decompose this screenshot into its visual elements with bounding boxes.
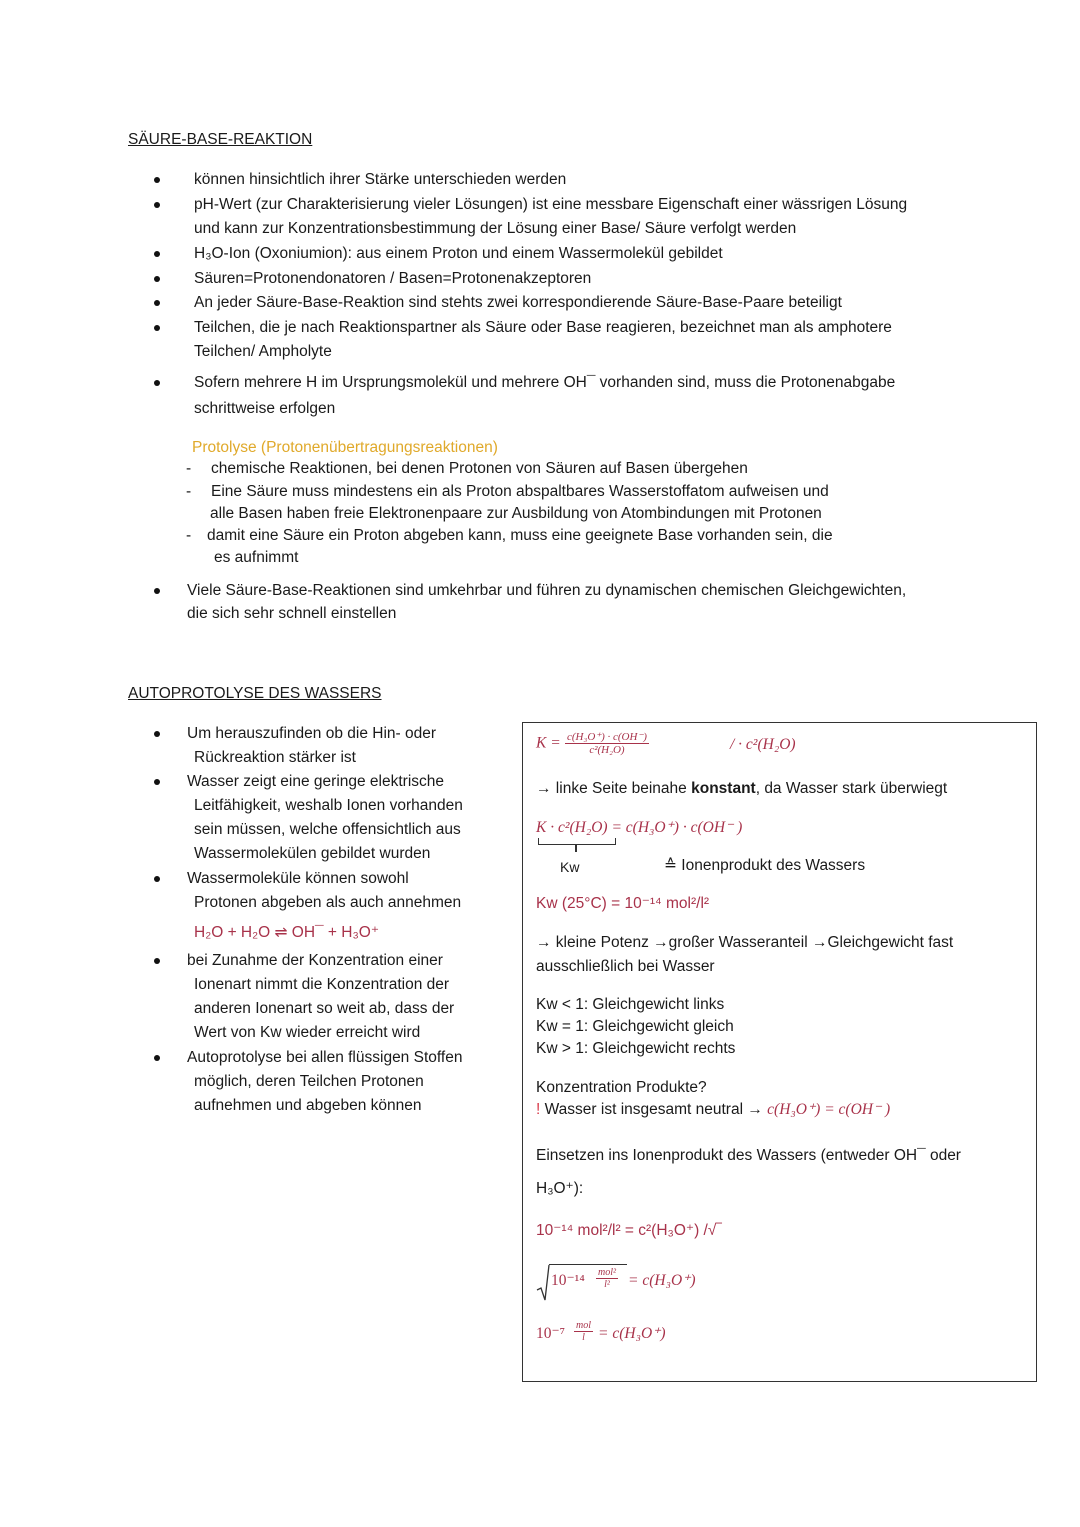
k-fraction: [565, 731, 649, 756]
bullet-dot: [154, 202, 160, 208]
result-fraction: [574, 1320, 593, 1343]
bullet-text: und kann zur Konzentrationsbestimmung der Lösung einer Base/ Säure verfolgt werden: [194, 220, 797, 237]
kw-value: Kw (25°C) = 10⁻¹⁴ mol²/l²: [536, 895, 710, 912]
k-denominator: c²(H₂O): [589, 744, 625, 756]
result-fraction-den: l: [582, 1332, 585, 1343]
bullet-text: anderen Ionenart so weit ab, dass der: [194, 1000, 455, 1017]
bullet-text: schrittweise erfolgen: [194, 400, 336, 417]
underbrace-tick: [575, 844, 577, 852]
bullet-text: Rückreaktion stärker ist: [194, 749, 356, 766]
einsetzen-text: H₃O⁺):: [536, 1180, 584, 1197]
bullet-text: Wasser zeigt eine geringe elektrische: [187, 773, 445, 790]
protolyse-item: es aufnimmt: [214, 549, 299, 566]
bullet-text: Teilchen, die je nach Reaktionspartner als Säure oder Base reagieren, bezeichnet man als amphotere: [194, 319, 892, 336]
bullet-dot: [154, 588, 160, 594]
section-heading-autoprotolyse: AUTOPROTOLYSE DES WASSERS: [128, 685, 382, 702]
k-multiply: / · c²(H₂O): [730, 736, 796, 753]
sqrt-bar: [549, 1264, 627, 1265]
result-lhs: 10⁻⁷: [536, 1325, 566, 1342]
bullet-text: Ionenart nimmt die Konzentration der: [194, 976, 450, 993]
sqrt-fraction: [596, 1267, 618, 1290]
k-formula: [536, 731, 649, 756]
bullet-text: Viele Säure-Base-Reaktionen sind umkehrbar und führen zu dynamischen chemischen Gleichgewichten,: [187, 582, 907, 599]
autoprotolyse-equation: H₂O + H₂O ⇌ OH¯ + H₃O⁺: [194, 924, 380, 941]
bullet-dot: [154, 300, 160, 306]
potenz-text: ausschließlich bei Wasser: [536, 958, 715, 975]
bullet-text: An jeder Säure-Base-Reaktion sind stehts zwei korrespondierende Säure-Base-Paare beteiligt: [194, 294, 842, 311]
konzentration-question: Konzentration Produkte?: [536, 1079, 707, 1096]
underbrace: [538, 838, 616, 845]
bullet-dot: [154, 779, 160, 785]
neutral-text: Wasser ist insgesamt neutral →: [540, 1101, 768, 1118]
bullet-text: Leitfähigkeit, weshalb Ionen vorhanden: [194, 797, 463, 814]
bullet-text: H₃O-Ion (Oxoniumion): aus einem Proton und einem Wassermolekül gebildet: [194, 245, 723, 262]
neutral-line: [536, 1098, 890, 1122]
eq-ionenprodukt: 10⁻¹⁴ mol²/l² = c²(H₃O⁺) /√‾: [536, 1222, 722, 1239]
protolyse-item: damit eine Säure ein Proton abgeben kann, muss eine geeignete Base vorhanden sein, die: [207, 527, 833, 544]
sqrt-fraction-num: mol²: [598, 1267, 616, 1278]
kc-equation: K · c²(H₂O) = c(H₃O⁺) · c(OH⁻ ): [536, 819, 743, 836]
konstant-post: , da Wasser stark überwiegt: [755, 780, 948, 797]
result-rhs: = c(H₃O⁺): [598, 1325, 666, 1342]
protolyse-item: Eine Säure muss mindestens ein als Proton abspaltbares Wasserstoffatom aufweisen und: [211, 483, 829, 500]
dash: -: [186, 460, 192, 477]
einsetzen-text: Einsetzen ins Ionenprodukt des Wassers (entweder OH¯ oder: [536, 1147, 961, 1164]
k-numerator: c(H₃O⁺) · c(OH⁻): [567, 731, 647, 743]
bullet-text: sein müssen, welche offensichtlich aus: [194, 821, 461, 838]
bullet-dot: [154, 1055, 160, 1061]
dash: -: [186, 527, 192, 544]
gg-line: Kw > 1: Gleichgewicht rechts: [536, 1040, 736, 1057]
exclamation-mark: !: [536, 1101, 541, 1118]
sqrt-rhs: = c(H₃O⁺): [628, 1272, 696, 1289]
protolyse-item: alle Basen haben freie Elektronenpaare zur Ausbildung von Atombindungen mit Protonen: [210, 505, 822, 522]
bullet-text: Säuren=Protonendonatoren / Basen=Protonenakzeptoren: [194, 270, 592, 287]
bullet-text: können hinsichtlich ihrer Stärke unterschieden werden: [194, 171, 567, 188]
bullet-text: bei Zunahme der Konzentration einer: [187, 952, 443, 969]
bullet-dot: [154, 276, 160, 282]
konstant-pre: → linke Seite beinahe: [536, 780, 692, 797]
konstant-bold: konstant: [691, 780, 756, 797]
sqrt-icon: [536, 1264, 550, 1302]
gg-line: Kw = 1: Gleichgewicht gleich: [536, 1018, 734, 1035]
bullet-text: Wassermolekülen gebildet wurden: [194, 845, 431, 862]
konstant-text: [536, 777, 947, 801]
bullet-text: Sofern mehrere H im Ursprungsmolekül und mehrere OH¯ vorhanden sind, muss die Protonenabgabe: [194, 374, 896, 391]
bullet-dot: [154, 380, 160, 386]
bullet-dot: [154, 251, 160, 257]
gg-line: Kw < 1: Gleichgewicht links: [536, 996, 725, 1013]
bullet-dot: [154, 731, 160, 737]
k-lhs: K =: [536, 734, 561, 752]
bullet-text: möglich, deren Teilchen Protonen: [194, 1073, 424, 1090]
bullet-text: Teilchen/ Ampholyte: [194, 343, 332, 360]
bullet-text: pH-Wert (zur Charakterisierung vieler Lösungen) ist eine messbare Eigenschaft einer wässrigen Lösung: [194, 196, 908, 213]
bullet-dot: [154, 177, 160, 183]
potenz-text: → kleine Potenz →großer Wasseranteil →Gleichgewicht fast: [536, 934, 954, 951]
bullet-text: die sich sehr schnell einstellen: [187, 605, 397, 622]
sqrt-fraction-den: l²: [604, 1279, 610, 1290]
bullet-text: Wassermoleküle können sowohl: [187, 870, 409, 887]
bullet-dot: [154, 876, 160, 882]
kw-label: Kw: [560, 859, 580, 875]
bullet-text: Um herauszufinden ob die Hin- oder: [187, 725, 436, 742]
result-fraction-num: mol: [576, 1320, 591, 1331]
ionenprodukt-label: ≙ Ionenprodukt des Wassers: [664, 857, 866, 874]
neutral-equation: c(H₃O⁺) = c(OH⁻ ): [767, 1101, 891, 1118]
bullet-text: aufnehmen und abgeben können: [194, 1097, 422, 1114]
bullet-dot: [154, 325, 160, 331]
section-heading-saeure-base: SÄURE-BASE-REAKTION: [128, 131, 313, 148]
bullet-dot: [154, 958, 160, 964]
sqrt-radicand: 10⁻¹⁴: [551, 1272, 585, 1289]
protolyse-item: chemische Reaktionen, bei denen Protonen von Säuren auf Basen übergehen: [211, 460, 748, 477]
protolyse-title: Protolyse (Protonenübertragungsreaktionen): [192, 439, 498, 456]
bullet-text: Autoprotolyse bei allen flüssigen Stoffen: [187, 1049, 463, 1066]
dash: -: [186, 483, 192, 500]
bullet-text: Wert von Kw wieder erreicht wird: [194, 1024, 421, 1041]
bullet-text: Protonen abgeben als auch annehmen: [194, 894, 462, 911]
